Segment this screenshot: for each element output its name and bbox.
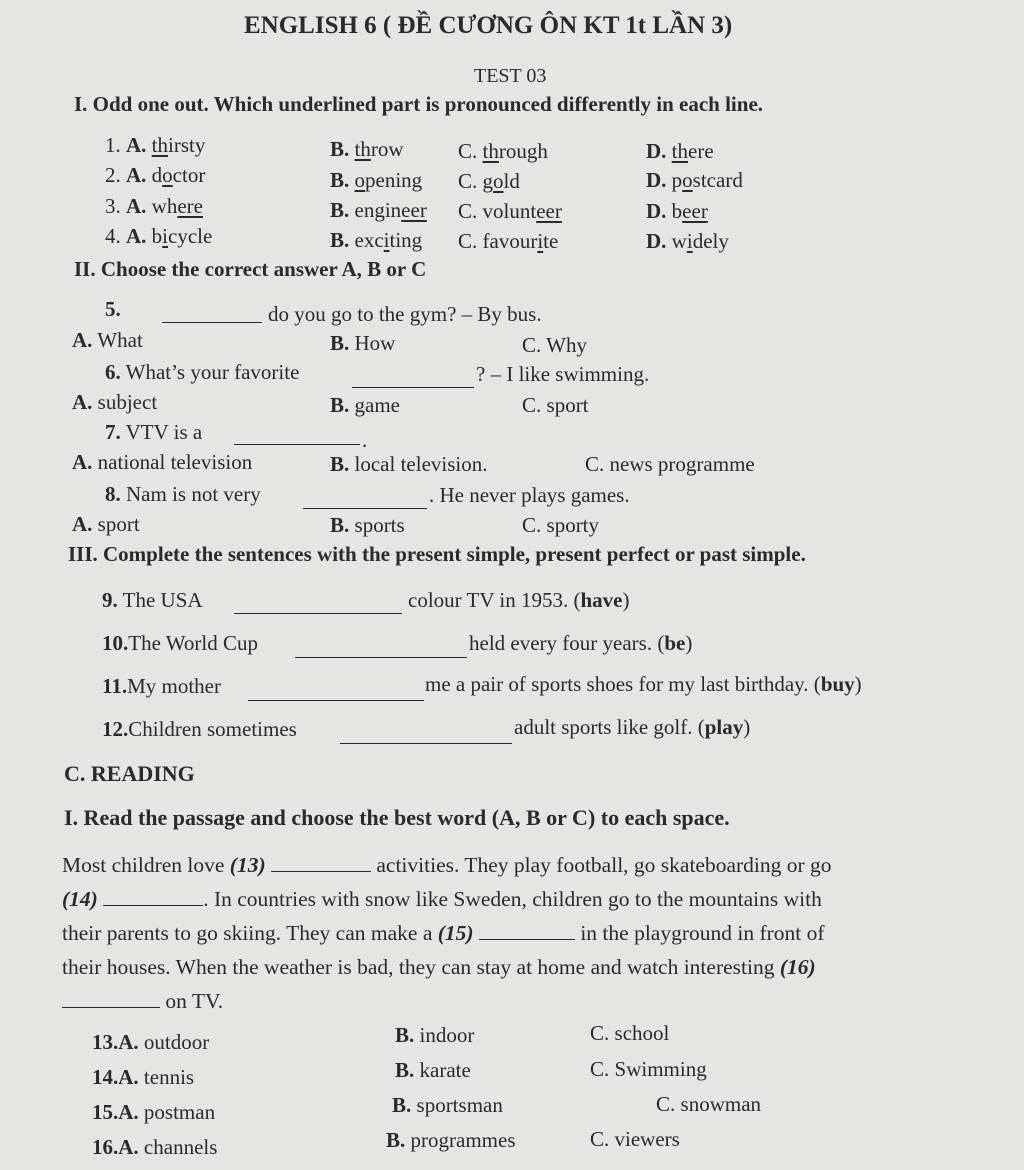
question-text: adult sports like golf. (play) [514,715,751,739]
question-7: 7. VTV is a [105,420,203,444]
reading-passage [62,848,832,1018]
question-12: 12.Children sometimes [102,717,297,741]
option-b: B. throw [330,137,404,161]
option-b: B. engineer [330,198,427,222]
option-c: C. school [590,1021,670,1045]
question-10: 10.The World Cup [102,631,258,655]
option-b: B. opening [330,168,423,192]
section-1-heading: I. Odd one out. Which underlined part is pronounced differently in each line. [74,92,764,116]
passage-line: on TV. [62,984,832,1018]
option-a: A. What [72,328,143,352]
option-b: B. sportsman [392,1093,503,1117]
question-text: . [362,428,368,452]
passage-line: (14) . In countries with snow like Sweden, children go to the mountains with [62,887,822,911]
option-b: B. local television. [330,452,488,476]
question-text: . He never plays games. [429,483,630,507]
answer-blank[interactable] [352,371,474,393]
question-9: 9. The USA [102,588,203,612]
option-c: C. Swimming [590,1057,707,1081]
question-number: 1. A. thirsty [105,133,206,157]
answer-blank[interactable] [479,923,575,940]
option-c: C. volunteer [458,199,562,223]
reading-option-row: 13.A. outdoor [92,1030,210,1054]
option-b: B. karate [395,1058,471,1082]
option-c: C. Why [522,333,587,357]
passage-line: their parents to go skiing. They can make a (15) in the playground in front of [62,921,825,945]
question-number: 3. A. where [105,194,203,218]
option-c: C. sporty [522,513,600,537]
question-text: me a pair of sports shoes for my last birthday. (buy) [425,672,862,696]
question-text: held every four years. (be) [469,631,693,655]
option-d: D. postcard [646,168,743,192]
option-c: C. snowman [656,1092,762,1116]
question-11: 11.My mother [102,674,221,698]
question-number: 2. A. doctor [105,163,206,187]
question-text: do you go to the gym? – By bus. [268,302,542,326]
option-c: C. gold [458,169,520,193]
page-title: ENGLISH 6 ( ĐỀ CƯƠNG ÔN KT 1t LẦN 3) [244,12,733,39]
answer-blank[interactable] [162,306,262,328]
option-d: D. widely [646,229,729,253]
option-d: D. there [646,139,714,163]
option-b: B. exciting [330,228,423,252]
reading-option-row: 14.A. tennis [92,1065,195,1089]
option-b: B. indoor [395,1023,475,1047]
answer-blank[interactable] [303,492,427,514]
reading-option-row: 16.A. channels [92,1135,218,1159]
answer-blank[interactable] [234,597,402,619]
option-c: C. sport [522,393,589,417]
reading-instructions: I. Read the passage and choose the best word (A, B or C) to each space. [64,805,730,830]
option-a: A. subject [72,390,158,414]
option-d: D. beer [646,199,708,223]
option-a: A. national television [72,450,253,474]
reading-option-row: 15.A. postman [92,1100,216,1124]
answer-blank[interactable] [103,889,203,906]
option-a: A. sport [72,512,140,536]
answer-blank[interactable] [340,727,512,749]
question-number: 4. A. bicycle [105,224,213,248]
answer-blank[interactable] [271,855,371,872]
option-b: B. How [330,331,396,355]
option-b: B. programmes [386,1128,516,1152]
option-b: B. game [330,393,400,417]
question-text: ? – I like swimming. [476,362,650,386]
question-number: 5. [105,297,121,321]
option-c: C. viewers [590,1127,680,1151]
answer-blank[interactable] [234,428,360,450]
answer-blank[interactable] [62,991,160,1008]
question-8: 8. Nam is not very [105,482,261,506]
section-2-heading: II. Choose the correct answer A, B or C [74,257,427,281]
passage-line: their houses. When the weather is bad, they can stay at home and watch interesting (16) [62,955,816,979]
option-c: C. through [458,139,548,163]
test-number: TEST 03 [474,65,547,87]
option-c: C. news programme [585,452,755,476]
option-c: C. favourite [458,229,559,253]
reading-heading: C. READING [64,761,195,786]
section-3-heading: III. Complete the sentences with the present simple, present perfect or past simple. [68,542,806,566]
answer-blank[interactable] [248,684,424,706]
option-b: B. sports [330,513,405,537]
question-6: 6. What’s your favorite [105,360,300,384]
passage-line: Most children love (13) activities. They play football, go skateboarding or go [62,853,832,877]
answer-blank[interactable] [295,641,467,663]
question-text: colour TV in 1953. (have) [408,588,630,612]
